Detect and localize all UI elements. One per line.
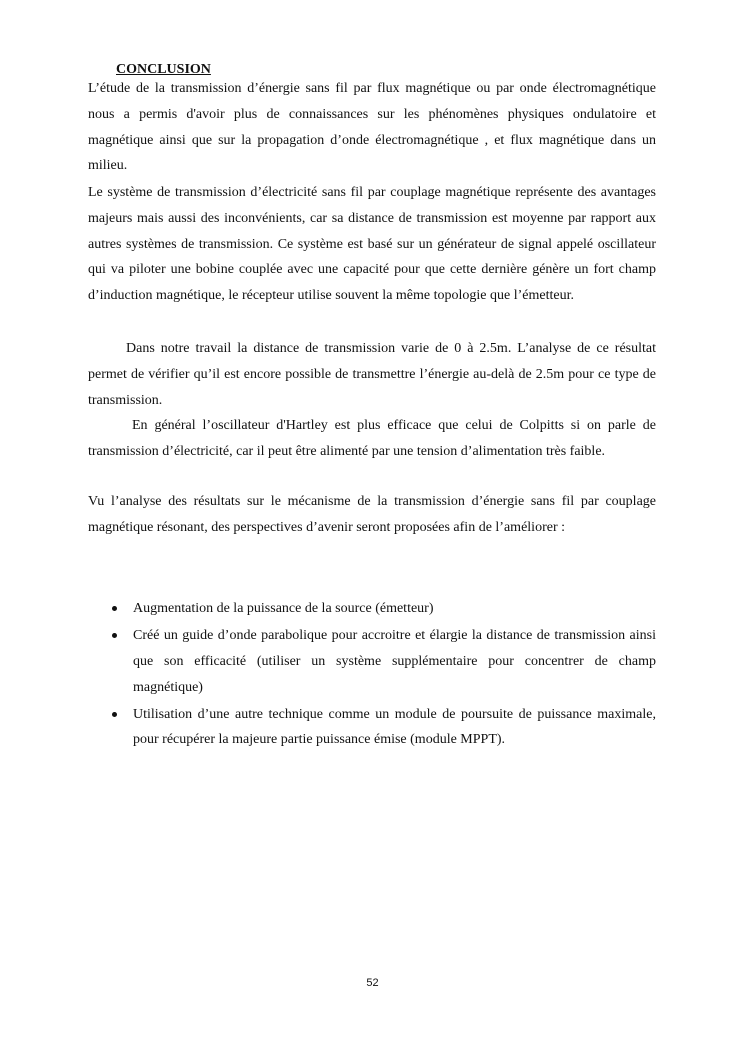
paragraph-study-summary: L’étude de la transmission d’énergie sans fil par flux magnétique ou par onde électromagnétique nous a permis d'avoir plus de connaissances sur les phénomènes physiques ondulatoire et magnétique ainsi que sur la propagation d’onde électromagnétique , et flux magnétique dans un milieu. [88, 81, 656, 174]
list-item [88, 702, 656, 754]
paragraph-oscillator-comparison: En général l’oscillateur d'Hartley est plus efficace que celui de Colpitts si on parle de transmission d’électricité, car il peut être alimenté par une tension d’alimentation très faible. [88, 418, 656, 459]
list-item-text: Utilisation d’une autre technique comme un module de poursuite de puissance maximale, pour récupérer la majeure partie puissance émise (module MPPT). [133, 706, 656, 748]
list-item-text: Augmentation de la puissance de la source (émetteur) [133, 601, 434, 616]
paragraph-distance-analysis: Dans notre travail la distance de transmission varie de 0 à 2.5m. L’analyse de ce résultat permet de vérifier qu’il est encore possible de transmettre l’énergie au-delà de 2.5m pour ce type de transmission. [88, 341, 656, 408]
list-item [88, 596, 656, 622]
paragraph-system-description: Le système de transmission d’électricité sans fil par couplage magnétique représente des avantages majeurs mais aussi des inconvénients, car sa distance de transmission est moyenne par rapport aux autres systèmes de transmission. Ce système est basé sur un générateur de signal appelé oscillateur qui va piloter une bobine couplée avec une capacité pour que cette dernière génère un fort champ d’induction magnétique, le récepteur utilise souvent la même topologie que l’émetteur. [88, 185, 656, 304]
bullet-icon [112, 606, 117, 611]
page-number: 52 [366, 977, 379, 989]
bullet-icon [112, 633, 117, 638]
section-heading: CONCLUSION [116, 62, 211, 77]
paragraph-perspectives-intro: Vu l’analyse des résultats sur le mécanisme de la transmission d’énergie sans fil par couplage magnétique résonant, des perspectives d’avenir seront proposées afin de l’améliorer : [88, 494, 656, 535]
bullet-icon [112, 712, 117, 717]
perspectives-list [88, 596, 656, 754]
list-item-text: Créé un guide d’onde parabolique pour accroitre et élargie la distance de transmission ainsi que son efficacité (utiliser un système supplémentaire pour concentrer de champ magnétique) [133, 627, 656, 695]
list-item [88, 623, 656, 700]
